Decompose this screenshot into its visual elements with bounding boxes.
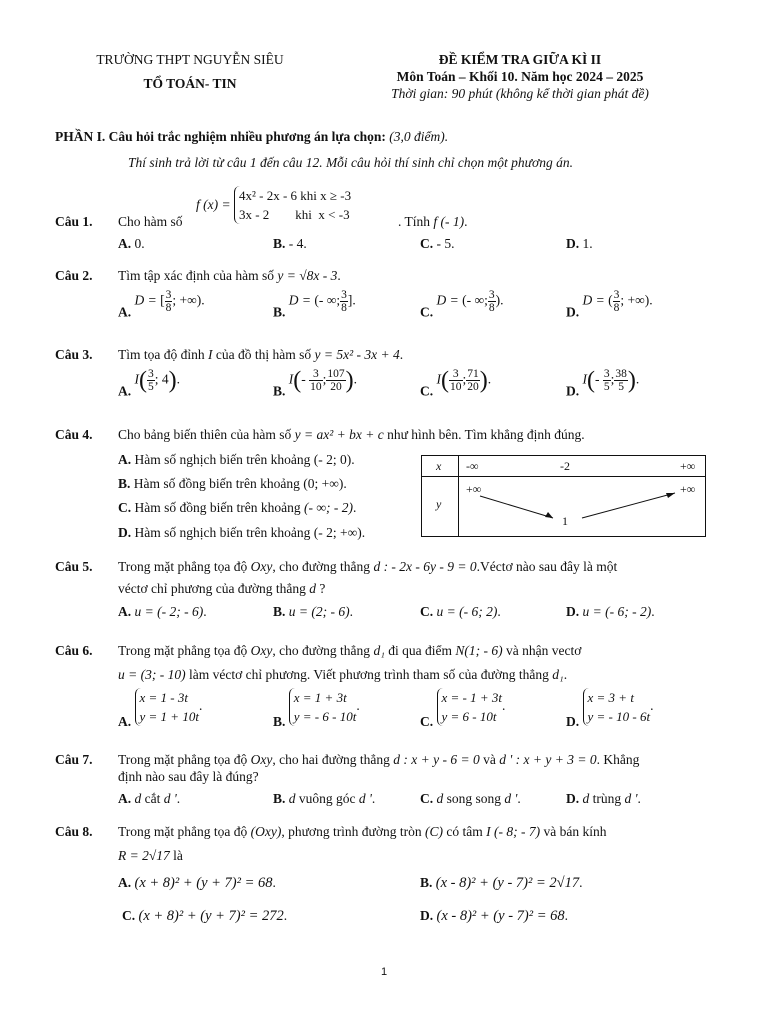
- exam-time: Thời gian: 90 phút (không kể thời gian phát đề): [391, 86, 649, 101]
- q3-c-frac1: [449, 368, 463, 393]
- q6-option-d[interactable]: D. x = 3 + t y = - 10 - 6t .: [566, 690, 654, 730]
- q7-b-d2: d ': [358, 791, 372, 806]
- q6-stem-text4: và nhận vectơ: [506, 643, 582, 658]
- option-label: D.: [566, 383, 580, 399]
- q1-eval: f (- 1): [433, 214, 465, 229]
- q1-number: Câu 1.: [55, 214, 93, 229]
- option-label: C.: [420, 714, 434, 730]
- q8-number: Câu 8.: [55, 824, 93, 839]
- q4-b-text: Hàm số đồng biến trên khoảng: [133, 476, 300, 491]
- q5-c-value: u = (- 6; 2): [436, 604, 498, 619]
- q6-oxy: Oxy: [250, 643, 273, 658]
- q3-b-I: I: [288, 371, 294, 387]
- q6-a-x: x = 1 - 3t: [139, 690, 188, 705]
- q6-d1: d₁: [373, 643, 385, 658]
- option-label: C.: [122, 908, 136, 923]
- q5-oxy: Oxy: [250, 559, 273, 574]
- q1-c-value: - 5: [436, 236, 452, 251]
- numerator: 3: [488, 289, 495, 301]
- q6-option-b[interactable]: B. x = 1 + 3t y = - 6 - 10t .: [273, 690, 360, 730]
- q4-a-interval: (- 2; 0): [313, 452, 352, 467]
- q6-c-x: x = - 1 + 3t: [441, 690, 503, 705]
- q3-stem-text: Tìm tọa độ đỉnh: [118, 347, 205, 362]
- q2-c-tail: ): [495, 292, 501, 308]
- q3-a-tail: ; 4: [154, 371, 169, 387]
- q8-radius: R = 2√17: [118, 848, 170, 863]
- q7-oxy: Oxy: [250, 752, 273, 767]
- numerator: 38: [615, 368, 627, 380]
- q3-c-frac2: [466, 368, 480, 393]
- table-arrows: [422, 456, 705, 536]
- q4-stem-tail: như hình bên. Tìm khẳng định đúng.: [387, 427, 585, 442]
- option-label: A.: [118, 452, 132, 467]
- option-label: B.: [273, 604, 286, 619]
- q5-option-d[interactable]: D. u = (- 6; - 2).: [566, 604, 655, 619]
- q5-option-b[interactable]: B. u = (2; - 6).: [273, 604, 353, 619]
- q2-d-tail: ; +∞): [620, 292, 650, 308]
- option-label: B.: [273, 791, 286, 806]
- q7-line2: d ' : x + y + 3 = 0: [499, 752, 597, 767]
- q6-stem: [118, 643, 581, 659]
- q5-number: Câu 5.: [55, 559, 93, 574]
- option-label: D.: [566, 714, 580, 730]
- q7-number: Câu 7.: [55, 752, 93, 767]
- denominator: 10: [450, 381, 462, 393]
- q1-a-value: 0: [134, 236, 142, 251]
- q2-number: Câu 2.: [55, 268, 93, 283]
- school-name: TRƯỜNG THPT NGUYỄN SIÊU: [96, 52, 284, 67]
- q1-option-b[interactable]: B. - 4.: [273, 236, 307, 251]
- numerator: 3: [603, 368, 610, 380]
- q7-b-text: vuông góc: [298, 791, 356, 806]
- q4-b-interval: (0; +∞): [303, 476, 344, 491]
- q3-option-d[interactable]: D. I(- $\frac{3}{5}$ ; $\frac{38}{5}$ ).: [566, 367, 640, 399]
- q8-option-a[interactable]: A. (x + 8)² + (y + 7)² = 68.: [118, 875, 276, 891]
- q5-d: d: [309, 581, 317, 596]
- option-label: A.: [118, 304, 132, 320]
- q3-stem: Tìm tọa độ đỉnh I của đồ thị hàm số y = 5x² - 3x + 4.: [118, 347, 404, 362]
- q7-b-d: d: [288, 791, 296, 806]
- q6-d-system: [583, 688, 651, 726]
- q7-option-c[interactable]: C. d song song d '.: [420, 791, 521, 806]
- q5-stem-line2: [118, 581, 325, 597]
- option-label: D.: [566, 236, 580, 251]
- option-label: A.: [118, 714, 132, 730]
- option-label: D.: [118, 525, 132, 540]
- q8-c-value: (x + 8)² + (y + 7)² = 272: [138, 908, 284, 924]
- option-label: B.: [420, 875, 433, 890]
- q2-option-a[interactable]: A. D = [ $\frac{3}{8}$ ; +∞).: [118, 289, 205, 320]
- part1-points: (3,0 điểm).: [389, 129, 449, 144]
- q1-tail: . Tính f (- 1).: [398, 214, 468, 229]
- q7-stem-tail: . Khẳng: [596, 752, 640, 767]
- q7-d-text: trùng: [592, 791, 622, 806]
- q1-piecewise: [234, 186, 351, 224]
- q4-c-interval: (- ∞; - 2): [303, 500, 353, 515]
- q4-function: y = ax² + bx + c: [294, 427, 384, 442]
- q4-option-b[interactable]: B. Hàm số đồng biến trên khoảng (0; +∞).: [118, 476, 347, 491]
- q2-option-b[interactable]: B. D = (- ∞; $\frac{3}{8}$ ].: [273, 289, 356, 320]
- q1-func-name: f (x) =: [196, 197, 231, 212]
- table-x-vertex: -2: [560, 459, 570, 473]
- q8-d-value: (x - 8)² + (y - 7)² = 68: [436, 908, 565, 924]
- q3-stem-text2: của đồ thị hàm số: [215, 347, 312, 362]
- q3-a-frac: [147, 368, 155, 393]
- option-label: C.: [420, 236, 434, 251]
- q3-d-frac2: [614, 368, 628, 393]
- q6-stem-line2: u = (3; - 10) làm véctơ chỉ phương. Viết phương trình tham số của đường thẳng d₁.: [118, 667, 568, 682]
- q2-a-lhs: D =: [134, 292, 157, 308]
- q2-b-open: (- ∞;: [314, 292, 341, 308]
- q6-b-x: x = 1 + 3t: [293, 690, 347, 705]
- option-label: D.: [566, 604, 580, 619]
- q5-line: d : - 2x - 6y - 9 = 0: [373, 559, 477, 574]
- option-label: B.: [273, 304, 286, 320]
- q6-d-x: x = 3 + t: [587, 690, 634, 705]
- q2-option-d[interactable]: D. D = ( $\frac{3}{8}$ ; +∞).: [566, 289, 653, 320]
- q4-a-text: Hàm số nghịch biến trên khoảng: [134, 452, 311, 467]
- q3-b-frac1: [309, 368, 323, 393]
- q8-center: I (- 8; - 7): [486, 824, 541, 839]
- numerator: 3: [449, 368, 463, 381]
- q5-stem-text: Trong mặt phẳng tọa độ: [118, 559, 248, 574]
- q2-c-lhs: D =: [436, 292, 459, 308]
- q2-b-tail: ]: [347, 292, 353, 308]
- q7-stem-text2: , cho hai đường thẳng: [272, 752, 390, 767]
- table-x-minus-inf: -∞: [466, 459, 479, 473]
- q5-a-value: u = (- 2; - 6): [134, 604, 204, 619]
- q6-vector-u: u = (3; - 10): [118, 667, 186, 682]
- q8-a-value: (x + 8)² + (y + 7)² = 68: [134, 875, 273, 891]
- q2-stem-text: Tìm tập xác định của hàm số: [118, 268, 274, 283]
- q2-c-open: (- ∞;: [462, 292, 488, 308]
- option-label: B.: [273, 236, 286, 251]
- option-label: D.: [566, 304, 580, 320]
- q3-option-b[interactable]: B. I(- $\frac{3}{10}$ ; $\frac{107}{20}$ ).: [273, 367, 358, 399]
- q6-stem-text3: đi qua điểm: [388, 643, 453, 658]
- q1-function: [196, 186, 351, 224]
- option-label: C.: [118, 500, 132, 515]
- q2-function: y = √8x - 3: [277, 268, 338, 283]
- part1-instruction: Thí sinh trả lời từ câu 1 đến câu 12. Mỗi câu hỏi thí sinh chỉ chọn một phương án.: [128, 155, 573, 170]
- table-x-label: x: [436, 459, 442, 473]
- denominator: 20: [330, 381, 342, 393]
- option-label: D.: [420, 908, 434, 923]
- q8-la: là: [173, 848, 183, 863]
- q1-option-a[interactable]: A. 0.: [118, 236, 145, 251]
- q3-number: Câu 3.: [55, 347, 93, 362]
- q8-oxy: (Oxy): [250, 824, 282, 839]
- q8-option-c[interactable]: C. (x + 8)² + (y + 7)² = 272.: [122, 908, 288, 924]
- q4-d-interval: (- 2; +∞): [313, 525, 362, 540]
- table-y-label: y: [436, 497, 442, 511]
- q8-b-value: (x - 8)² + (y - 7)² = 2√17: [435, 875, 580, 891]
- q5-stem-text2: , cho đường thẳng: [272, 559, 371, 574]
- q2-a-tail: ; +∞): [172, 292, 202, 308]
- option-label: C.: [420, 304, 434, 320]
- table-y-min: 1: [562, 514, 568, 528]
- q2-d-lhs: D =: [582, 292, 605, 308]
- q3-option-c[interactable]: C. I( $\frac{3}{10}$ ; $\frac{71}{20}$ ).: [420, 367, 492, 399]
- q8-stem-text2: , phương trình đường tròn: [281, 824, 422, 839]
- denominator: 8: [341, 302, 347, 314]
- numerator: 3: [148, 368, 154, 380]
- numerator: 3: [613, 289, 620, 301]
- denominator: 8: [613, 302, 620, 314]
- q8-circle: (C): [425, 824, 444, 839]
- q2-c-frac: [488, 289, 496, 314]
- exam-subject: Môn Toán – Khối 10. Năm học 2024 – 2025: [396, 69, 644, 84]
- q8-stem: [118, 824, 607, 840]
- q3-b-frac2: [326, 368, 345, 393]
- q6-option-c[interactable]: C. x = - 1 + 3t y = 6 - 10t .: [420, 690, 506, 730]
- q6-stem-text: Trong mặt phẳng tọa độ: [118, 643, 248, 658]
- option-label: A.: [118, 236, 132, 251]
- denominator: 10: [310, 381, 322, 393]
- denominator: 20: [467, 381, 479, 393]
- q7-c-d2: d ': [504, 791, 518, 806]
- q2-b-frac: [340, 289, 348, 314]
- option-label: A.: [118, 875, 132, 890]
- q8-stem-text3: có tâm: [446, 824, 483, 839]
- q4-option-c[interactable]: C. Hàm số đồng biến trên khoảng (- ∞; - 2).: [118, 500, 357, 515]
- q6-stem-text2: , cho đường thẳng: [272, 643, 371, 658]
- q3-a-I: I: [134, 371, 139, 387]
- q2-d-open: (: [608, 292, 613, 308]
- q7-line1: d : x + y - 6 = 0: [393, 752, 480, 767]
- q7-d-d2: d ': [624, 791, 638, 806]
- q4-option-a[interactable]: A. Hàm số nghịch biến trên khoảng (- 2; 0).: [118, 452, 355, 467]
- q5-question-mark: ?: [319, 581, 326, 596]
- q4-stem-text: Cho bảng biến thiên của hàm số: [118, 427, 292, 442]
- part1-heading: PHẦN I. Câu hỏi trắc nghiệm nhiều phương án lựa chọn:: [55, 129, 386, 144]
- q2-b-lhs: D =: [288, 292, 311, 308]
- q3-I: I: [208, 347, 213, 362]
- q3-c-I: I: [436, 371, 441, 387]
- q6-c-y: y = 6 - 10t: [441, 709, 497, 724]
- numerator: 3: [309, 368, 323, 381]
- q8-stem-line2: [118, 848, 183, 864]
- q6-number: Câu 6.: [55, 643, 93, 658]
- q3-function: y = 5x² - 3x + 4: [314, 347, 400, 362]
- q7-stem-line2: định nào sau đây là đúng?: [118, 769, 259, 784]
- q1-case1: 4x² - 2x - 6 khi x ≥ -3: [238, 188, 352, 203]
- q7-c-text: song song: [446, 791, 502, 806]
- q7-c-d: d: [436, 791, 444, 806]
- q6-option-a[interactable]: A. x = 1 - 3t y = 1 + 10t .: [118, 690, 203, 730]
- table-x-plus-inf: +∞: [680, 459, 696, 473]
- option-label: A.: [118, 604, 132, 619]
- q7-stem: [118, 752, 639, 768]
- numerator: 107: [327, 368, 345, 380]
- q7-a-d2: d ': [163, 791, 177, 806]
- denominator: 5: [148, 381, 154, 393]
- q1-option-d[interactable]: D. 1.: [566, 236, 593, 251]
- option-label: B.: [273, 383, 286, 399]
- arrow-head-up: [666, 493, 675, 498]
- q8-stem-text4: và bán kính: [543, 824, 607, 839]
- q7-stem-text: Trong mặt phẳng tọa độ: [118, 752, 248, 767]
- q1-case2: 3x - 2 khi x < -3: [238, 207, 350, 222]
- q1-tail-text: . Tính: [398, 214, 431, 229]
- q5-option-c[interactable]: C. u = (- 6; 2).: [420, 604, 501, 619]
- q7-and: và: [483, 752, 496, 767]
- q6-a-system: [135, 688, 199, 726]
- q3-d-sign: -: [595, 371, 600, 387]
- q1-option-c[interactable]: C. - 5.: [420, 236, 455, 251]
- q7-option-a[interactable]: A. d cắt d '.: [118, 791, 181, 806]
- q4-c-text: Hàm số đồng biến trên khoảng: [134, 500, 301, 515]
- q7-option-d[interactable]: D. d trùng d '.: [566, 791, 641, 806]
- numerator: 3: [341, 289, 347, 301]
- option-label: C.: [420, 791, 434, 806]
- q6-d1b: d₁: [552, 667, 564, 682]
- table-y-left: +∞: [466, 482, 482, 496]
- increasing-arrow: [582, 493, 675, 518]
- q5-d-value: u = (- 6; - 2): [582, 604, 652, 619]
- q6-b-y: y = - 6 - 10t: [293, 709, 357, 724]
- q6-line2-text: làm véctơ chỉ phương. Viết phương trình tham số của đường thẳng: [188, 667, 549, 682]
- q4-number: Câu 4.: [55, 427, 93, 442]
- arrow-head-down: [545, 512, 553, 518]
- option-label: C.: [420, 604, 434, 619]
- q3-option-a[interactable]: A. I( $\frac{3}{5}$ ; 4).: [118, 367, 181, 399]
- q3-d-frac1: [603, 368, 611, 393]
- numerator: 71: [467, 368, 479, 380]
- q5-stem-text3: .Véctơ nào sau đây là một: [476, 559, 618, 574]
- q7-d-d: d: [582, 791, 590, 806]
- q7-a-d: d: [134, 791, 142, 806]
- exam-title: ĐỀ KIỂM TRA GIỮA KÌ II: [438, 52, 602, 67]
- q1-stem: Cho hàm số: [118, 214, 183, 229]
- denominator: 5: [603, 381, 610, 393]
- q8-option-b[interactable]: B. (x - 8)² + (y - 7)² = 2√17.: [420, 875, 583, 891]
- option-label: B.: [273, 714, 286, 730]
- option-label: B.: [118, 476, 131, 491]
- denominator: 8: [165, 302, 172, 314]
- variation-table: [421, 455, 706, 537]
- numerator: 3: [165, 289, 172, 301]
- option-label: A.: [118, 791, 132, 806]
- table-y-right: +∞: [680, 482, 696, 496]
- q5-stem: [118, 559, 617, 575]
- q5-b-value: u = (2; - 6): [288, 604, 350, 619]
- part1-heading-line: [55, 129, 448, 145]
- q2-a-open: [: [160, 292, 165, 308]
- q5-option-a[interactable]: A. u = (- 2; - 6).: [118, 604, 207, 619]
- denominator: 5: [618, 381, 625, 393]
- q4-d-text: Hàm số nghịch biến trên khoảng: [134, 525, 311, 540]
- q5-line2-text: véctơ chỉ phương của đường thẳng: [118, 581, 306, 596]
- q3-b-sign: -: [301, 371, 306, 387]
- q6-point-N: N(1; - 6): [455, 643, 503, 658]
- q4-stem: [118, 427, 585, 443]
- q1-d-value: 1: [582, 236, 590, 251]
- q3-d-I: I: [582, 371, 587, 387]
- q2-stem: Tìm tập xác định của hàm số y = √8x - 3.: [118, 268, 341, 283]
- q8-option-d[interactable]: D. (x - 8)² + (y - 7)² = 68.: [420, 908, 568, 924]
- q6-d-y: y = - 10 - 6t: [587, 709, 651, 724]
- q6-b-system: [289, 688, 357, 726]
- q2-option-c[interactable]: C. D = (- ∞; $\frac{3}{8}$ ).: [420, 289, 504, 320]
- q1-b-value: - 4: [288, 236, 304, 251]
- q8-stem-text: Trong mặt phẳng tọa độ: [118, 824, 248, 839]
- q6-c-system: [437, 688, 503, 726]
- decreasing-arrow: [480, 496, 553, 518]
- option-label: A.: [118, 383, 132, 399]
- denominator: 8: [488, 302, 495, 314]
- department-name: TỔ TOÁN- TIN: [143, 76, 237, 91]
- q7-a-text: cắt: [144, 791, 161, 806]
- option-label: C.: [420, 383, 434, 399]
- q4-option-d[interactable]: D. Hàm số nghịch biến trên khoảng (- 2; +∞).: [118, 525, 366, 540]
- q6-a-y: y = 1 + 10t: [139, 709, 199, 724]
- option-label: D.: [566, 791, 580, 806]
- q7-option-b[interactable]: B. d vuông góc d '.: [273, 791, 376, 806]
- page-number: 1: [380, 966, 388, 978]
